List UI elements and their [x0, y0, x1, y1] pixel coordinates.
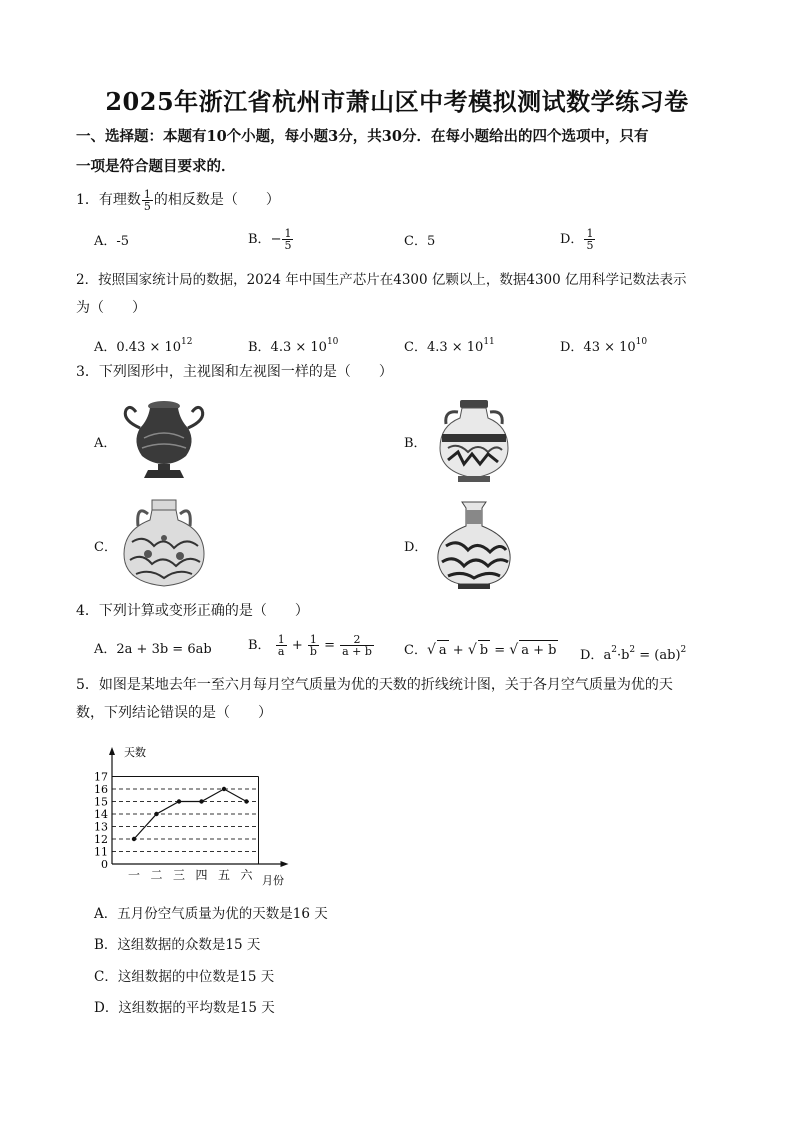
chart-y-axis-arrow — [109, 747, 115, 755]
question-4: 4．下列计算或变形正确的是（ ） — [76, 603, 309, 619]
chart-data-point — [222, 787, 226, 791]
q3-option-a-label[interactable]: A． — [94, 436, 117, 451]
chart-x-tick-label: 三 — [172, 868, 186, 882]
q2-option-a[interactable]: A．$0.43 \times 10^{12}$ — [94, 337, 193, 355]
q4-option-b[interactable]: B． $\frac{1}{a}$ + $\frac{1}{b}$ = $\frac{2}{a + b}$ — [248, 633, 372, 658]
q2-option-d[interactable]: D．$43 \times 10^{10}$ — [560, 337, 648, 355]
q2-option-b[interactable]: B．$4.3 \times 10^{10}$ — [248, 337, 339, 355]
question-3: 3．下列图形中，主视图和左视图一样的是（ ） — [76, 364, 393, 380]
chart-y-tick-label: 15 — [94, 795, 108, 809]
section-line-2: 一项是符合题目要求的． — [76, 158, 236, 175]
q1-fraction: $\frac{1}{5}$ — [143, 187, 151, 213]
chart-x-tick-label: 二 — [150, 868, 163, 882]
chart-data-point — [199, 799, 203, 803]
chart-data-point — [177, 799, 181, 803]
q2-line-2: 为（ ） — [76, 300, 146, 316]
chart-x-axis-arrow — [281, 861, 289, 867]
page-title: 2025年浙江省杭州市萧山区中考模拟测试数学练习卷 — [105, 87, 689, 116]
q5-line-1: 5．如图是某地去年一至六月每月空气质量为优的天数的折线统计图，关于各月空气质量为优的天 — [76, 677, 673, 693]
q3-option-d-label[interactable]: D． — [404, 540, 428, 555]
vase-d-image[interactable] — [428, 500, 520, 590]
chart-y-tick-label: 11 — [94, 845, 108, 859]
q3-option-b-label[interactable]: B． — [404, 436, 427, 451]
chart-y-tick-label: 0 — [101, 858, 108, 871]
q4-option-d[interactable]: D．$a^2\cdot b^2 = (ab)^2$ — [580, 645, 687, 663]
chart-x-tick-label: 五 — [217, 868, 231, 882]
vase-a-image[interactable] — [118, 398, 210, 482]
section-heading — [76, 122, 726, 182]
q5-option-b[interactable]: B．这组数据的众数是15 天 — [94, 937, 261, 953]
chart-x-tick-label: 一 — [127, 868, 141, 882]
q5-option-d[interactable]: D．这组数据的平均数是15 天 — [94, 1000, 275, 1016]
chart-y-tick-label: 17 — [94, 770, 108, 784]
vase-b-image[interactable] — [428, 398, 520, 484]
q4-option-c[interactable]: C．√ a + √ b = √ a + b — [404, 640, 558, 661]
q1-pre: 1．有理数 — [76, 192, 141, 208]
chart-plot-area — [94, 747, 289, 882]
chart-y-tick-label: 13 — [94, 820, 108, 834]
air-quality-line-chart — [90, 742, 310, 892]
q2-option-c[interactable]: C．$4.3 \times 10^{11}$ — [404, 337, 495, 355]
question-2 — [76, 266, 726, 322]
chart-x-axis-label: 月份 — [262, 874, 284, 887]
q4-option-a[interactable]: A．2a + 3b = 6ab — [94, 642, 212, 657]
chart-y-axis-label: 天数 — [124, 746, 146, 759]
q5-option-a[interactable]: A．五月份空气质量为优的天数是16 天 — [94, 906, 328, 922]
question-1 — [76, 186, 726, 214]
q1-option-b[interactable]: B．− $\frac{1}{5}$ — [248, 227, 292, 252]
chart-data-point — [154, 812, 158, 816]
chart-x-tick-label: 四 — [195, 868, 208, 882]
vase-c-image[interactable] — [118, 498, 210, 590]
chart-x-tick-label: 六 — [240, 868, 253, 882]
q5-line-2: 数，下列结论错误的是（ ） — [76, 705, 272, 721]
chart-y-tick-label: 14 — [94, 808, 108, 821]
chart-y-tick-label: 12 — [94, 833, 108, 846]
q1-option-a[interactable]: A．-5 — [94, 234, 130, 249]
q1-post: 的相反数是（ ） — [153, 192, 280, 208]
q3-option-c-label[interactable]: C． — [94, 540, 117, 555]
question-5 — [76, 671, 726, 727]
q1-option-d[interactable]: D． $\frac{1}{5}$ — [560, 227, 594, 252]
q1-option-c[interactable]: C．5 — [404, 234, 436, 249]
chart-y-tick-label: 16 — [94, 783, 108, 796]
section-line-1: 一、选择题：本题有10个小题，每小题3分，共30分．在每小题给出的四个选项中，只有 — [76, 128, 649, 145]
chart-data-point — [132, 837, 136, 841]
q2-line-1: 2．按照国家统计局的数据，2024 年中国生产芯片在4300 亿颗以上，数据4300 亿用科学记数法表示 — [76, 272, 687, 288]
q5-option-c[interactable]: C．这组数据的中位数是15 天 — [94, 969, 275, 985]
chart-data-point — [244, 799, 248, 803]
